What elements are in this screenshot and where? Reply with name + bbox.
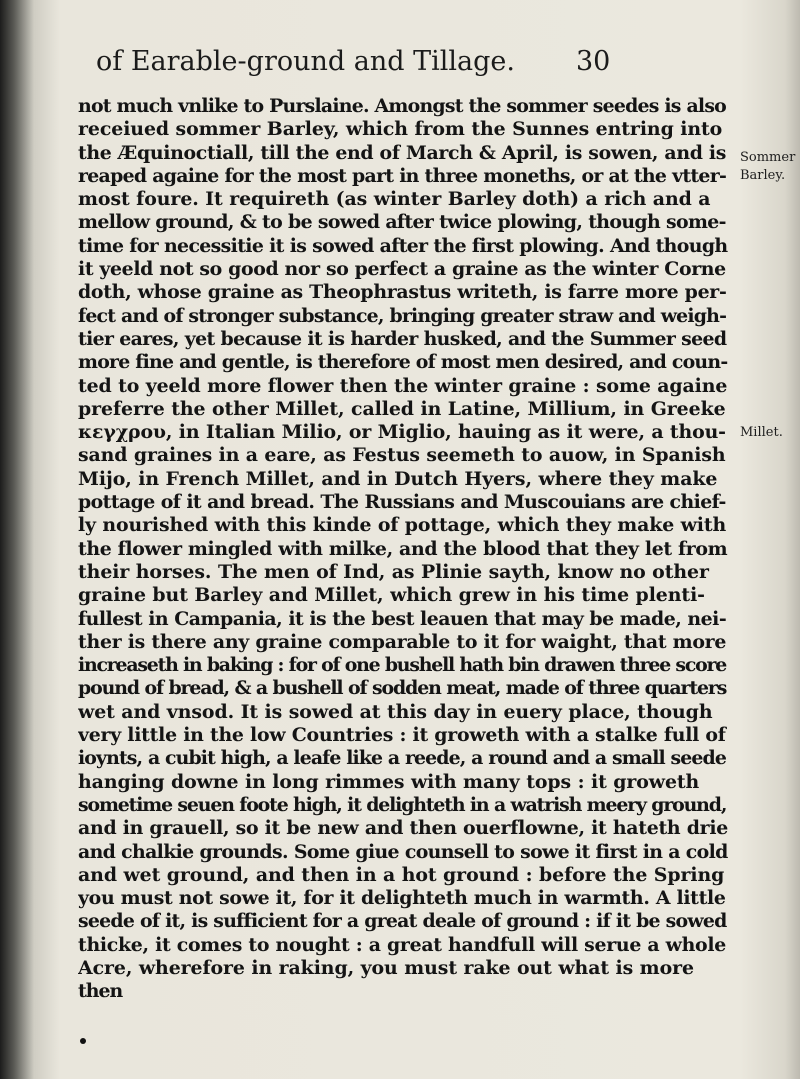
- text-line: thicke, it comes to nought : a great handfull will serue a whole: [78, 933, 727, 956]
- text-line: tier eares, yet because it is harder husked, and the Summer seed: [78, 327, 727, 350]
- text-line: wet and vnsod. It is sowed at this day in euery place, though: [78, 700, 713, 723]
- text-line: ly nourished with this kinde of pottage, which they make with: [78, 514, 727, 537]
- text-line: and chalkie grounds. Some giue counsell to sowe it first in a cold: [78, 840, 728, 863]
- text-line: and in grauell, so it be new and then ouerflowne, it hateth drie: [78, 817, 728, 840]
- text-line: very little in the low Countries : it groweth with a stalke full of: [78, 724, 726, 747]
- ink-spot: [80, 1038, 86, 1044]
- text-line: graine but Barley and Millet, which grew in his time plenti-: [78, 584, 705, 607]
- text-line: it yeeld not so good nor so perfect a graine as the winter Corne: [78, 258, 726, 281]
- text-line: fect and of stronger substance, bringing greater straw and weigh-: [78, 304, 727, 327]
- text-line: increaseth in baking : for of one bushell hath bin drawen three score: [78, 654, 727, 677]
- text-line: sometime seuen foote high, it delighteth in a watrish meery ground,: [78, 793, 727, 816]
- text-line: the flower mingled with milke, and the blood that they let from: [78, 537, 728, 560]
- running-title: of Earable-ground and Tillage.: [96, 46, 515, 77]
- text-line: receiued sommer Barley, which from the Sunnes entring into: [78, 118, 723, 141]
- text-line: preferre the other Millet, called in Latine, Millium, in Greeke: [78, 397, 726, 420]
- text-line: more fine and gentle, is therefore of most men desired, and coun-: [78, 351, 728, 374]
- text-line: not much vnlike to Purslaine. Amongst the sommer seedes is also: [78, 95, 727, 117]
- text-line: ther is there any graine comparable to it for waight, that more: [78, 630, 727, 653]
- text-line: hanging downe in long rimmes with many tops : it groweth: [78, 770, 700, 793]
- text-line: and wet ground, and then in a hot ground : before the Spring: [78, 863, 725, 886]
- text-line: Mijo, in French Millet, and in Dutch Hyers, where they make: [78, 467, 718, 490]
- text-line: their horses. The men of Ind, as Plinie sayth, know no other: [78, 560, 709, 583]
- text-line: the Æquinoctiall, till the end of March & April, is sowen, and is: [78, 141, 727, 164]
- text-line: fullest in Campania, it is the best leauen that may be made, nei-: [78, 607, 727, 630]
- text-line: then: [78, 980, 123, 1003]
- text-line: doth, whose graine as Theophrastus writeth, is farre more per-: [78, 281, 727, 304]
- margin-note-barley: Barley.: [740, 168, 786, 183]
- text-line: κεγχρου, in Italian Milio, or Miglio, hauing as it were, a thou-: [78, 421, 726, 444]
- margin-note-millet: Millet.: [740, 425, 783, 440]
- text-line: mellow ground, & to be sowed after twice plowing, though some-: [78, 211, 726, 234]
- margin-note-sommer: Sommer: [740, 150, 796, 165]
- text-line: ted to yeeld more flower then the winter graine : some againe: [78, 374, 728, 397]
- body-text: [78, 95, 734, 1004]
- text-line: seede of it, is sufficient for a great deale of ground : if it be sowed: [78, 910, 727, 933]
- text-line: most foure. It requireth (as winter Barley doth) a rich and a: [78, 188, 711, 211]
- text-line: you must not sowe it, for it delighteth much in warmth. A little: [78, 887, 726, 910]
- text-line: pottage of it and bread. The Russians and Muscouians are chief-: [78, 491, 726, 514]
- running-head: [96, 46, 636, 86]
- text-line: pound of bread, & a bushell of sodden meat, made of three quarters: [78, 677, 727, 700]
- page-number: 30: [576, 46, 611, 77]
- text-line: ioynts, a cubit high, a leafe like a reede, a round and a small seede: [78, 747, 726, 770]
- text-line: time for necessitie it is sowed after the first plowing. And though: [78, 234, 728, 257]
- text-line: reaped againe for the most part in three moneths, or at the vtter-: [78, 164, 727, 187]
- text-line: Acre, wherefore in raking, you must rake out what is more: [78, 956, 694, 979]
- text-line: sand graines in a eare, as Festus seemeth to auow, in Spanish: [78, 444, 726, 467]
